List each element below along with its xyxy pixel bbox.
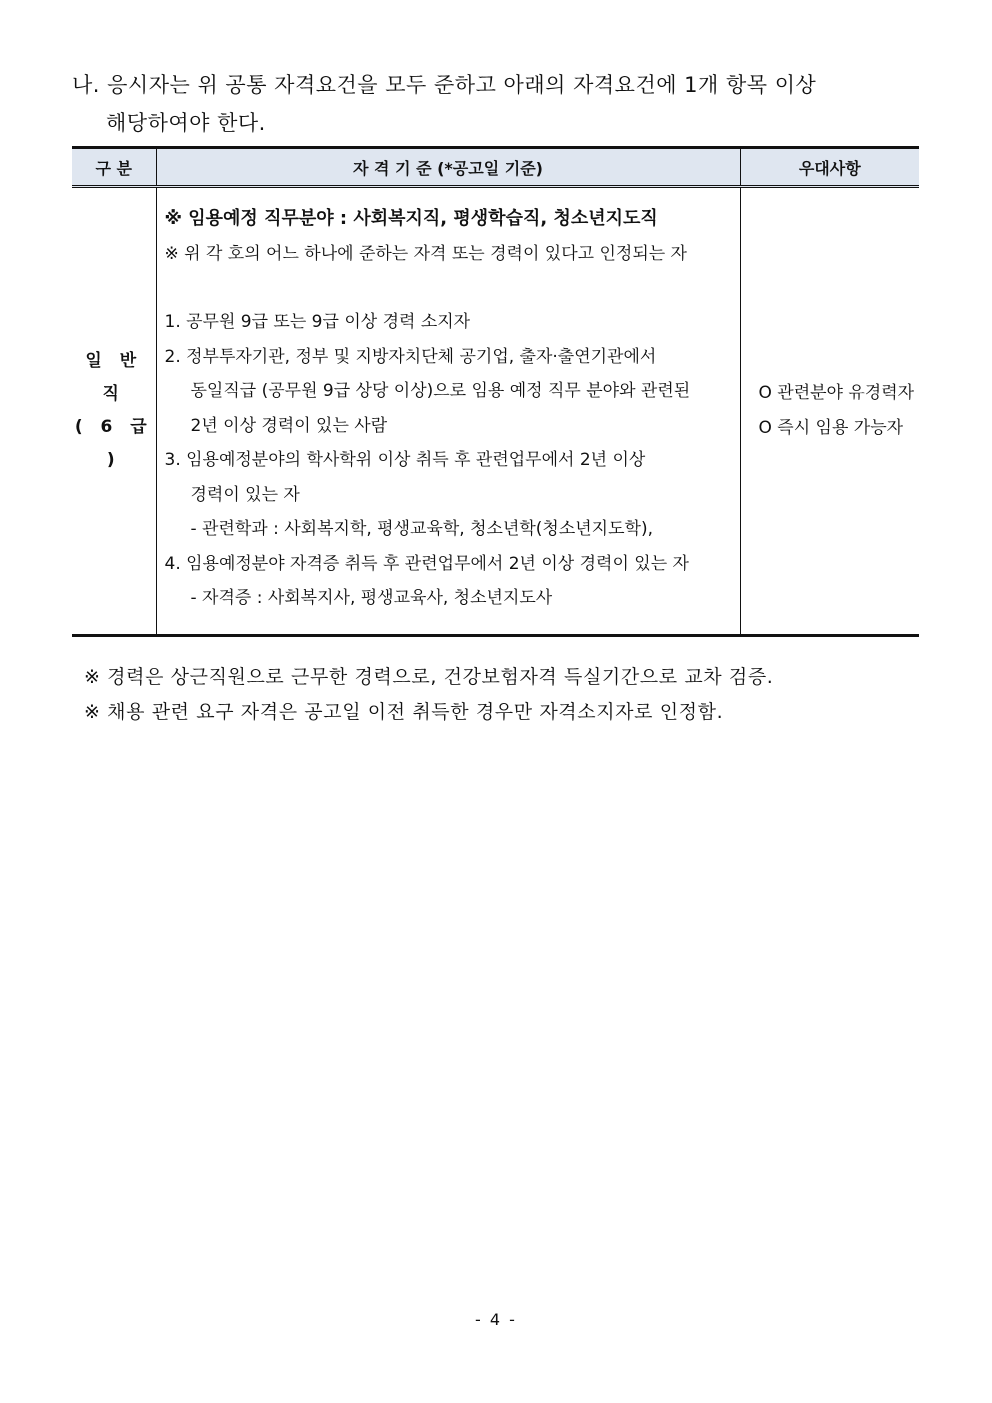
criteria-item-4: 4. 임용예정분야 자격증 취득 후 관련업무에서 2년 이상 경력이 있는 자: [164, 553, 689, 574]
category-line-1: 일 반 직: [85, 350, 143, 404]
header-category: 구 분: [72, 148, 156, 187]
table-header-row: [72, 148, 919, 187]
criteria-heading: ※ 임용예정 직무분야 : 사회복지직, 평생학습직, 청소년지도직: [164, 208, 658, 229]
criteria-cell: [156, 187, 740, 636]
criteria-item-2: 2. 정부투자기관, 정부 및 지방자치단체 공기업, 출자·출연기관에서: [164, 346, 657, 367]
criteria-item-2-cont: 2년 이상 경력이 있는 사람: [190, 415, 388, 436]
footnote: ※ 채용 관련 요구 자격은 공고일 이전 취득한 경우만 자격소지자로 인정함.: [84, 701, 724, 723]
preference-item: O 관련분야 유경력자: [758, 382, 915, 403]
category-line-2: ( 6 급 ): [74, 416, 153, 470]
criteria-spacer: [165, 271, 732, 305]
preference-item: O 즉시 임용 가능자: [758, 417, 904, 438]
criteria-item-1: 1. 공무원 9급 또는 9급 이상 경력 소지자: [164, 312, 471, 332]
criteria-item-3-sub: - 관련학과 : 사회복지학, 평생교육학, 청소년학(청소년지도학),: [190, 519, 653, 539]
intro-line-1: 나. 응시자는 위 공통 자격요건을 모두 준하고 아래의 자격요건에 1개 항목 이상: [72, 73, 817, 97]
criteria-note: ※ 위 각 호의 어느 하나에 준하는 자격 또는 경력이 있다고 인정되는 자: [164, 243, 687, 264]
footnotes: [84, 660, 773, 730]
page-number: - 4 -: [475, 1310, 517, 1329]
table-row: [72, 187, 919, 636]
criteria-item-3: 3. 임용예정분야의 학사학위 이상 취득 후 관련업무에서 2년 이상: [164, 450, 646, 470]
footnote: ※ 경력은 상근직원으로 근무한 경력으로, 건강보험자격 득실기간으로 교차 검증.: [84, 666, 774, 688]
header-criteria: 자 격 기 준 (*공고일 기준): [156, 148, 740, 187]
header-preferences: 우대사항: [740, 148, 919, 187]
intro-line-2: 해당하여야 한다.: [106, 111, 266, 135]
intro-paragraph: [72, 66, 922, 142]
criteria-item-4-sub: - 자격증 : 사회복지사, 평생교육사, 청소년지도사: [190, 588, 553, 608]
criteria-item-3-cont: 경력이 있는 자: [190, 484, 300, 505]
category-cell: [72, 187, 156, 636]
criteria-item-2-cont: 동일직급 (공무원 9급 상당 이상)으로 임용 예정 직무 분야와 관련된: [190, 381, 691, 401]
qualification-table: [72, 146, 919, 637]
preferences-cell: [740, 187, 919, 636]
